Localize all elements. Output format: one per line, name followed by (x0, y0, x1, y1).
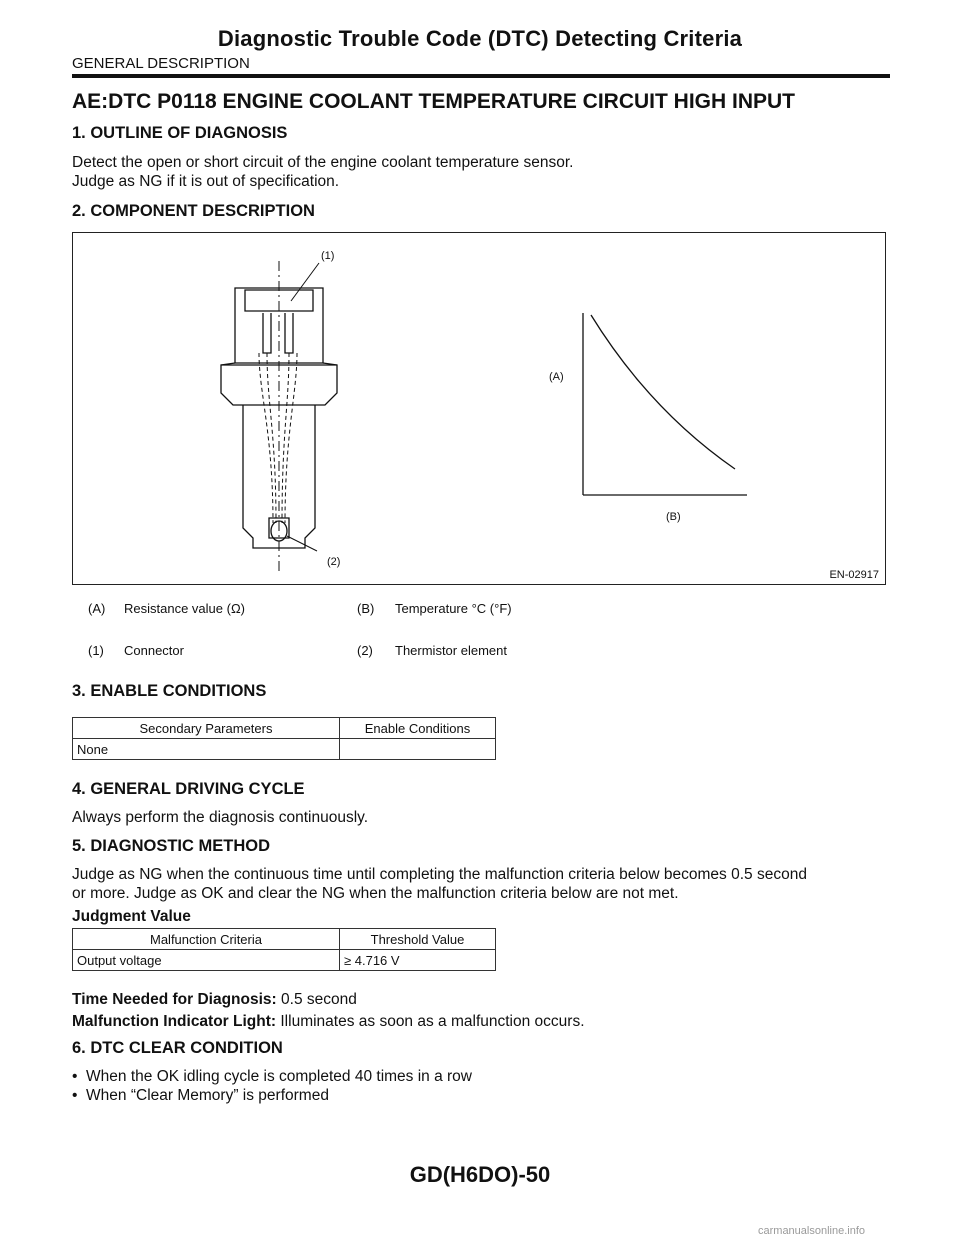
judgment-heading: Judgment Value (72, 908, 191, 925)
callout-2: (2) (327, 556, 341, 568)
outline-text (72, 153, 573, 191)
legend-text: Thermistor element (395, 643, 507, 658)
method-line: or more. Judge as OK and clear the NG when the malfunction criteria below are not met. (72, 885, 679, 902)
legend-text: Resistance value (Ω) (124, 601, 245, 616)
page-header-title: Diagnostic Trouble Code (DTC) Detecting Criteria (217, 26, 743, 51)
list-item-text: When the OK idling cycle is completed 40 times in a row (86, 1068, 472, 1085)
section-heading-component: 2. COMPONENT DESCRIPTION (72, 202, 315, 220)
header-rule (72, 74, 890, 78)
list-item: • When “Clear Memory” is performed (72, 1087, 329, 1104)
legend-text: Connector (124, 643, 184, 658)
time-needed-line (72, 990, 357, 1009)
section-heading-outline: 1. OUTLINE OF DIAGNOSIS (72, 124, 288, 142)
legend-key: (A) (88, 601, 106, 616)
table-cell: ≥ 4.716 V (340, 950, 496, 971)
axis-label-b: (B) (666, 511, 681, 523)
outline-line: Detect the open or short circuit of the engine coolant temperature sensor. (72, 154, 574, 171)
section-heading-method: 5. DIAGNOSTIC METHOD (72, 837, 271, 855)
table-cell (340, 739, 496, 760)
outline-line: Judge as NG if it is out of specification. (72, 173, 340, 190)
list-item-text: When “Clear Memory” is performed (86, 1087, 329, 1104)
figure-id: EN-02917 (829, 569, 879, 581)
enable-conditions-table (72, 717, 496, 760)
clear-bullet-list (72, 1067, 472, 1105)
table-row (73, 950, 496, 971)
driving-text: Always perform the diagnosis continuously. (72, 809, 369, 826)
time-needed-value: 0.5 second (281, 991, 357, 1008)
legend-key: (1) (88, 643, 104, 658)
graph-curve (591, 315, 735, 469)
method-text (72, 865, 807, 903)
legend-key: (B) (357, 601, 375, 616)
component-figure (72, 232, 886, 585)
table-header-cell: Malfunction Criteria (73, 929, 340, 950)
table-header-cell: Secondary Parameters (73, 718, 340, 739)
sensor-diagram (73, 233, 885, 584)
resistance-temperature-graph (583, 313, 747, 495)
mil-value: Illuminates as soon as a malfunction occurs. (280, 1013, 585, 1030)
table-header-cell: Enable Conditions (340, 718, 496, 739)
judgment-value-table (72, 928, 496, 971)
callout-1: (1) (321, 250, 335, 262)
method-line: Judge as NG when the continuous time until completing the malfunction criteria below becomes 0.5 second (72, 866, 807, 883)
watermark: carmanualsonline.info (758, 1225, 866, 1237)
table-cell: Output voltage (73, 950, 340, 971)
time-needed-label: Time Needed for Diagnosis: (72, 991, 277, 1008)
mil-line (72, 1012, 585, 1031)
section-heading-driving: 4. GENERAL DRIVING CYCLE (72, 780, 305, 798)
legend-key: (2) (357, 643, 373, 658)
dtc-title: AE:DTC P0118 ENGINE COOLANT TEMPERATURE CIRCUIT HIGH INPUT (72, 90, 796, 113)
axis-label-a: (A) (549, 371, 564, 383)
table-cell: None (73, 739, 340, 760)
list-item: • When the OK idling cycle is completed 40 times in a row (72, 1068, 472, 1085)
page-header-subtitle: GENERAL DESCRIPTION (72, 55, 250, 72)
table-header-row (73, 718, 496, 739)
legend-text: Temperature °C (°F) (395, 601, 512, 616)
table-header-cell: Threshold Value (340, 929, 496, 950)
page-number: GD(H6DO)-50 (409, 1162, 551, 1187)
section-heading-clear: 6. DTC CLEAR CONDITION (72, 1039, 283, 1057)
table-row (73, 739, 496, 760)
table-header-row (73, 929, 496, 950)
section-heading-enable: 3. ENABLE CONDITIONS (72, 682, 267, 700)
mil-label: Malfunction Indicator Light: (72, 1013, 277, 1030)
